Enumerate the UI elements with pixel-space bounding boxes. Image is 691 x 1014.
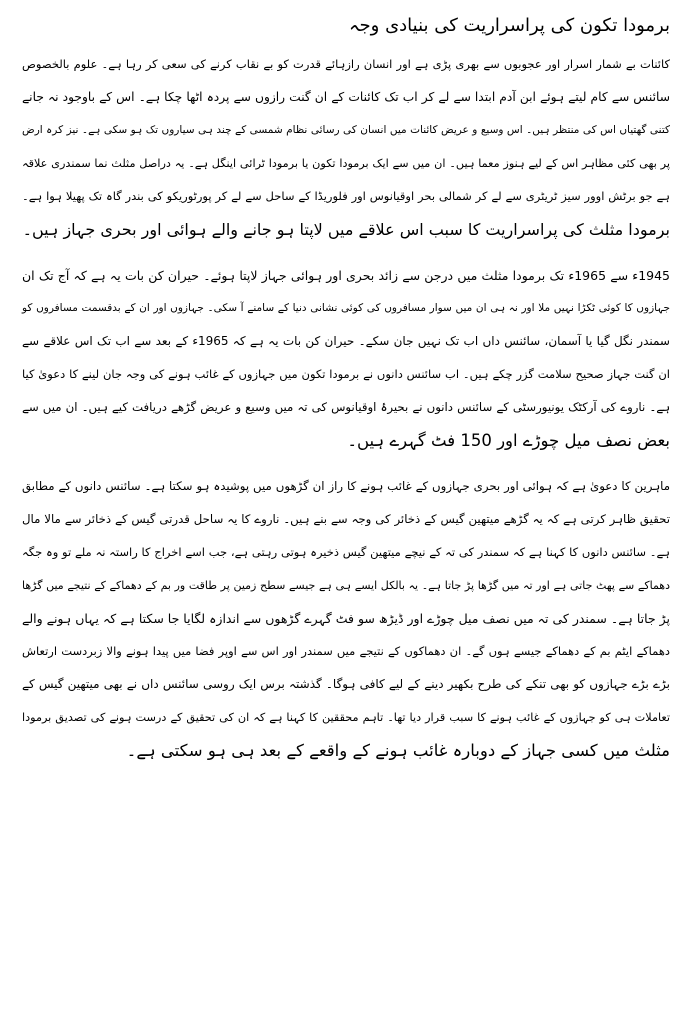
paragraph-1 <box>22 48 670 246</box>
text-line: ہے جو برٹش اوور سیز ٹریٹری سے لے کر شمالی بحر اوقیانوس اور فلوریڈا کے ساحل سے لے کر پورٹوریکو کی بندر گاہ تک پھیلا ہوا ہے۔ <box>22 189 670 203</box>
text-line: ہے۔ ناروے کی آرکٹک یونیورسٹی کے سائنس دانوں نے بحیرۂ اوقیانوس کی تہ میں وسیع و عریض گڑھے دریافت کیے ہیں۔ ان میں سے <box>22 400 670 414</box>
text-line: ماہرین کا دعویٰ ہے کہ ہوائی اور بحری جہازوں کے غائب ہونے کا راز ان گڑھوں میں پوشیدہ ہو سکتا ہے۔ سائنس دانوں کے مطابق <box>22 479 670 493</box>
article <box>22 10 670 767</box>
text-line: ہے۔ سائنس دانوں کا کہنا ہے کہ سمندر کی تہ کے نیچے میتھین گیس ذخیرہ ہوتی رہتی ہے، جب اسے اخراج کا راستہ نہ ملے تو وہ جگہ <box>22 545 670 559</box>
text-line: کتنی گھتیاں اس کی منتظر ہیں۔ اس وسیع و عریض کائنات میں انسان کی رسائی نظام شمسی کے چند ہی سیاروں تک ہو سکی ہے۔ نیز کرہ ارض <box>22 124 670 136</box>
article-title: برمودا تکون کی پراسراریت کی بنیادی وجہ <box>348 15 670 36</box>
text-line: 1945ء سے 1965ء تک برمودا مثلث میں درجن سے زائد بحری اور ہوائی جہاز لاپتا ہوئے۔ حیران کن بات یہ ہے کہ آج تک ان <box>22 268 670 283</box>
text-line: کائنات بے شمار اسرار اور عجوبوں سے بھری پڑی ہے اور انسان رازہائے قدرت کو بے نقاب کرنے کی سعی کر رہا ہے۔ علوم بالخصوص <box>22 57 670 71</box>
text-line: ان گنت جہاز صحیح سلامت گزر چکے ہیں۔ اب سائنس دانوں نے برمودا تکون میں جہازوں کے غائب ہونے کی وجہ جان لینے کا دعویٰ کیا <box>22 367 670 381</box>
text-line: دھماکے سے پھٹ جاتی ہے اور تہ میں گڑھا پڑ جاتا ہے۔ یہ بالکل ایسے ہی ہے جیسے سطح زمین پر طاقت ور بم کے دھماکے کے نتیجے میں گڑھا <box>22 579 670 592</box>
text-line: پڑ جاتا ہے۔ سمندر کی تہ میں نصف میل چوڑے اور ڈیڑھ سو فٹ گہرے گڑھوں سے اندازہ لگایا جا سکتا ہے کہ یہاں ہونے والے <box>22 611 670 626</box>
text-line: بڑے بڑے جہازوں کو بھی تنکے کی طرح بکھیر دینے کے لیے کافی ہوگا۔ گذشتہ برس ایک روسی سائنس داں نے بھی میتھین گیس کے <box>22 677 670 691</box>
paragraph-gap <box>22 457 670 470</box>
paragraph-2 <box>22 259 670 457</box>
text-line: مثلث میں کسی جہاز کے دوبارہ غائب ہونے کے واقعے کے بعد ہی ہو سکتی ہے۔ <box>126 741 670 760</box>
text-line: دھماکے ایٹم بم کے دھماکے جیسے ہوں گے۔ ان دھماکوں کے نتیجے میں سمندر اور اس سے اوپر فضا میں پیدا ہونے والا زبردست ارتعاش <box>22 644 670 658</box>
paragraph-3 <box>22 470 670 767</box>
paragraph-gap <box>22 246 670 259</box>
text-line: سمندر نگل گیا یا آسمان، سائنس داں اب تک نہیں جان سکے۔ حیران کن بات یہ ہے کہ 1965ء کے بعد سے اب تک اس علاقے سے <box>22 334 670 348</box>
text-line: برمودا مثلث کی پراسراریت کا سبب اس علاقے میں لاپتا ہو جانے والے ہوائی اور بحری جہاز ہیں۔ <box>22 220 670 239</box>
text-line: تحقیق ظاہر کرتی ہے کہ یہ گڑھے میتھین گیس کے ذخائر کی وجہ سے بنے ہیں۔ ناروے کا یہ ساحل قدرتی گیس کے ذخائر سے مالا مال <box>22 512 670 526</box>
text-line: جہازوں کا کوئی ٹکڑا نہیں ملا اور نہ ہی ان میں سوار مسافروں کی کوئی نشانی دنیا کے سامنے آ سکی۔ جہازوں اور ان کے بدقسمت مسافروں کو <box>22 302 670 314</box>
text-line: سائنس سے کام لیتے ہوئے ابن آدم ابتدا سے لے کر اب تک کائنات کے ان گنت رازوں سے پردہ اٹھا چکا ہے۔ اس کے باوجود نہ جانے <box>22 90 670 104</box>
text-line: تعاملات ہی کو جہازوں کے غائب ہونے کا سبب قرار دیا تھا۔ تاہم محققین کا کہنا ہے کہ ان کی تحقیق کے درست ہونے کی تصدیق برمودا <box>22 711 670 724</box>
text-line: پر بھی کئی مظاہر اس کے لیے ہنوز معما ہیں۔ ان میں سے ایک برمودا تکون یا برمودا ٹرائی اینگل ہے۔ یہ دراصل مثلث نما سمندری علاقہ <box>22 157 670 170</box>
text-line: بعض نصف میل چوڑے اور 150 فٹ گہرے ہیں۔ <box>347 431 670 450</box>
